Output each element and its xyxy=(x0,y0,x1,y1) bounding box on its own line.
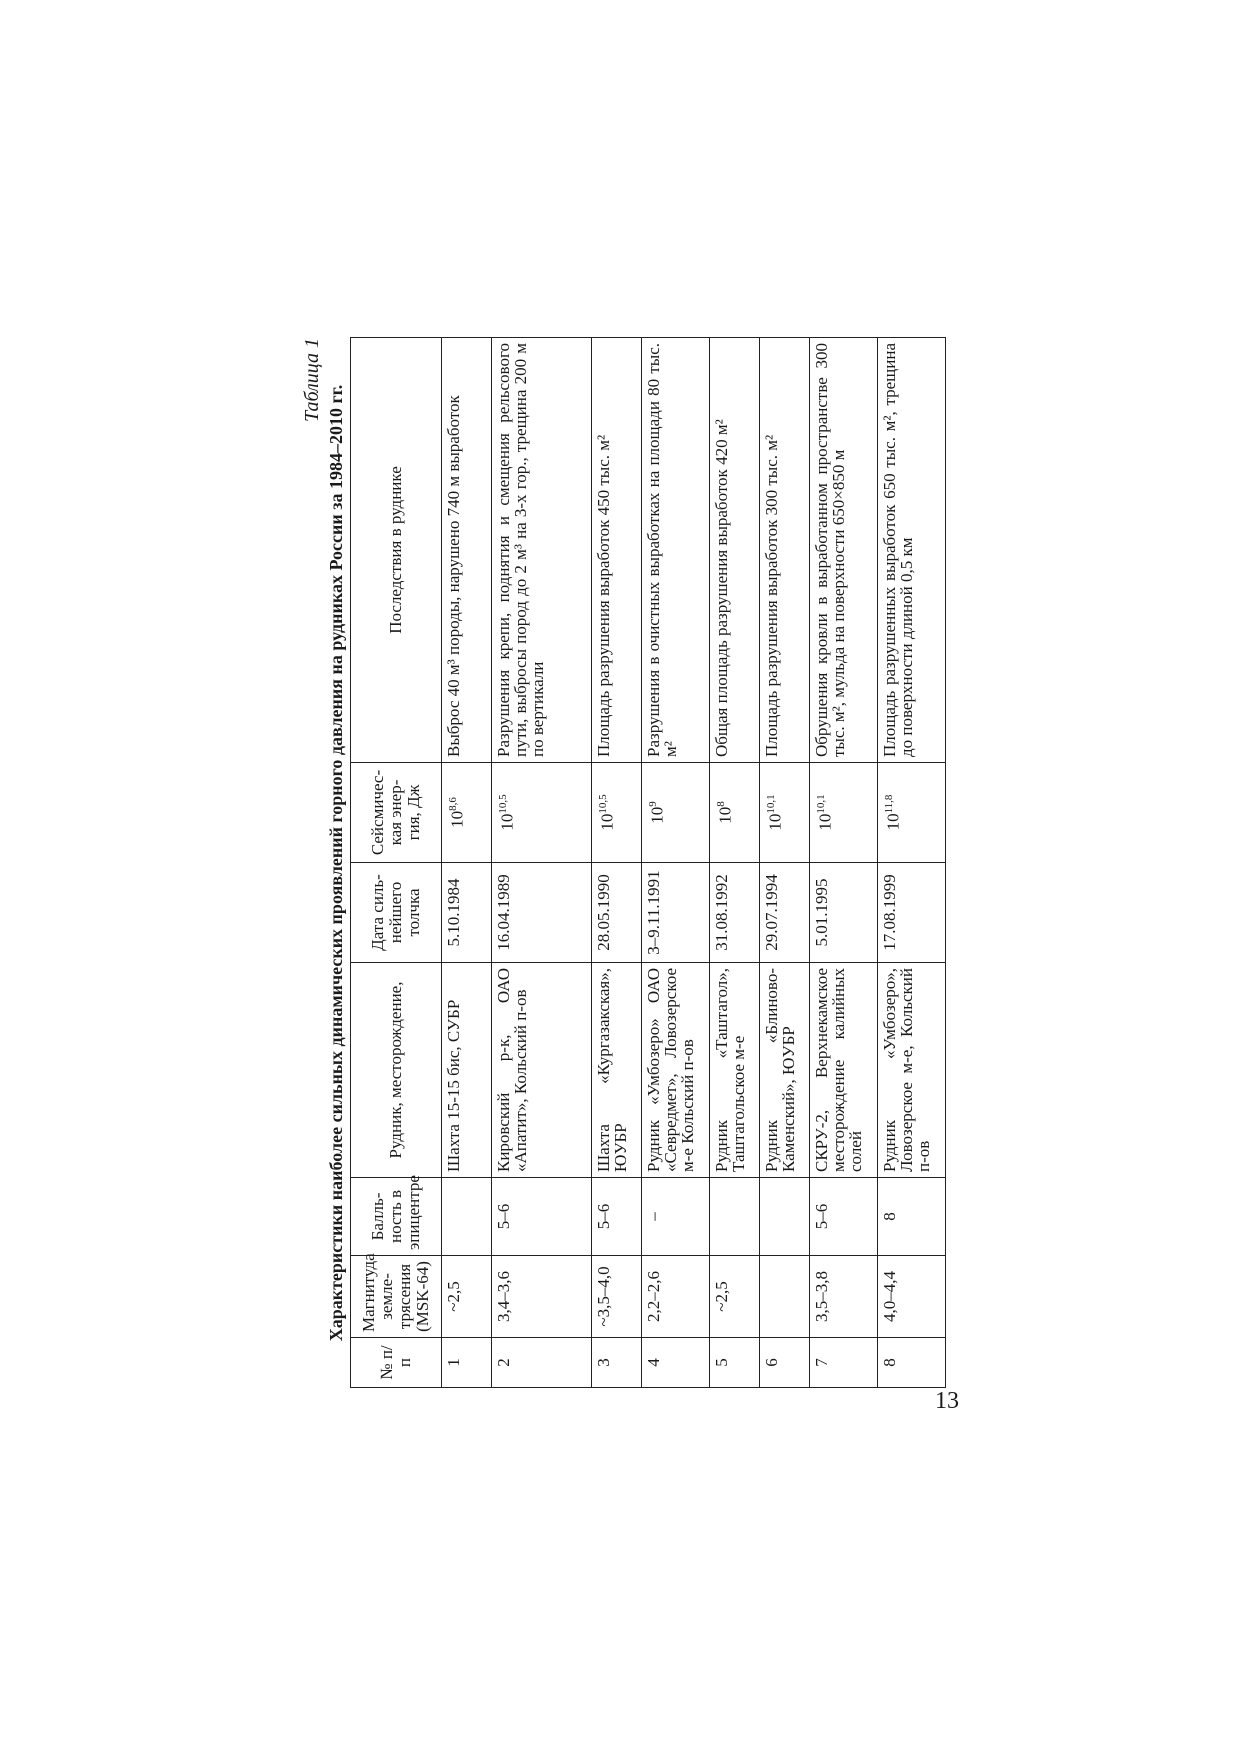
row-energy xyxy=(442,763,492,863)
header-mine: Рудник, месторождение, xyxy=(351,963,442,1178)
row-mine: Рудник «Блиново-Каменский», ЮУБР xyxy=(760,963,810,1178)
energy-exponent: 10,1 xyxy=(765,794,777,814)
row-date: 29.07.1994 xyxy=(760,863,810,963)
row-num: 8 xyxy=(878,1338,946,1388)
energy-base: 10 xyxy=(765,813,785,831)
row-mine: Шахта 15-15 бис, СУБР xyxy=(442,963,492,1178)
table-label: Таблица 1 xyxy=(301,338,323,422)
table-row xyxy=(492,338,592,1388)
row-consequences: Площадь разрушения выработок 300 тыс. м² xyxy=(760,338,810,763)
row-energy xyxy=(642,763,710,863)
energy-exponent: 9 xyxy=(647,801,659,807)
energy-exponent: 8 xyxy=(715,801,727,807)
row-magnitude: 3,5–3,8 xyxy=(810,1256,878,1338)
row-magnitude: ~2,5 xyxy=(710,1256,760,1338)
table-title: Характеристики наиболее сильных динамических проявлений горного давления на рудниках России за 1984–2010 гг. xyxy=(326,384,346,1342)
header-magnitude: Магнитуда земле-трясения (MSK-64) xyxy=(351,1256,442,1338)
row-consequences: Площадь разрушенных выработок 650 тыс. м², трещина до поверхности длиной 0,5 км xyxy=(878,338,946,763)
row-mine: Кировский р-к, ОАО «Апатит», Кольский п-ов xyxy=(492,963,592,1178)
header-intensity: Балль-ность в эпицентре xyxy=(351,1178,442,1256)
row-date: 28.05.1990 xyxy=(592,863,642,963)
table-row xyxy=(592,338,642,1388)
row-magnitude: ~3,5–4,0 xyxy=(592,1256,642,1338)
row-energy xyxy=(710,763,760,863)
row-intensity xyxy=(710,1178,760,1256)
table-row xyxy=(710,338,760,1388)
header-num: № п/п xyxy=(351,1338,442,1388)
row-intensity: 5–6 xyxy=(492,1178,592,1256)
row-energy xyxy=(810,763,878,863)
row-magnitude: 3,4–3,6 xyxy=(492,1256,592,1338)
row-magnitude xyxy=(760,1256,810,1338)
energy-exponent: 10,5 xyxy=(597,794,609,814)
table-row xyxy=(810,338,878,1388)
row-num: 1 xyxy=(442,1338,492,1388)
row-intensity: – xyxy=(642,1178,710,1256)
row-consequences: Площадь разрушения выработок 450 тыс. м² xyxy=(592,338,642,763)
energy-exponent: 11,8 xyxy=(883,794,895,814)
row-intensity: 8 xyxy=(878,1178,946,1256)
row-num: 3 xyxy=(592,1338,642,1388)
row-date: 16.04.1989 xyxy=(492,863,592,963)
row-mine: Рудник «Таштагол», Таштагольское м-е xyxy=(710,963,760,1178)
row-consequences: Общая площадь разрушения выработок 420 м² xyxy=(710,338,760,763)
row-consequences: Выброс 40 м³ породы, нарушено 740 м выработок xyxy=(442,338,492,763)
table-row xyxy=(878,338,946,1388)
energy-base: 10 xyxy=(597,813,617,831)
row-magnitude: ~2,5 xyxy=(442,1256,492,1338)
row-magnitude: 2,2–2,6 xyxy=(642,1256,710,1338)
row-intensity: 5–6 xyxy=(592,1178,642,1256)
header-energy: Сейсмичес-кая энер-гия, Дж xyxy=(351,763,442,863)
row-num: 2 xyxy=(492,1338,592,1388)
table-row xyxy=(760,338,810,1388)
energy-exponent: 10,5 xyxy=(497,794,509,814)
row-mine: Рудник «Умбозеро» ОАО «Севредмет», Ловозерское м-е Кольский п-ов xyxy=(642,963,710,1178)
row-energy xyxy=(592,763,642,863)
energy-base: 10 xyxy=(815,813,835,831)
data-table xyxy=(350,337,946,1388)
energy-base: 10 xyxy=(647,806,667,824)
header-date: Дата силь-нейшего толчка xyxy=(351,863,442,963)
energy-base: 10 xyxy=(883,813,903,831)
table-header-row xyxy=(351,338,442,1388)
energy-exponent: 8,6 xyxy=(447,797,459,811)
row-consequences: Разрушения крепи, поднятия и смещения рельсового пути, выбросы пород до 2 м³ на 3-х гор., трещина 200 м по вертикали xyxy=(492,338,592,763)
rotated-table-block xyxy=(300,338,933,1388)
row-date: 5.01.1995 xyxy=(810,863,878,963)
row-consequences: Разрушения в очистных выработках на площади 80 тыс. м² xyxy=(642,338,710,763)
row-energy xyxy=(492,763,592,863)
page-number: 13 xyxy=(935,1388,959,1414)
row-num: 7 xyxy=(810,1338,878,1388)
energy-base: 10 xyxy=(447,810,467,828)
row-consequences: Обрушения кровли в выработанном пространстве 300 тыс. м², мульда на поверхности 650×850 м xyxy=(810,338,878,763)
row-date: 3–9.11.1991 xyxy=(642,863,710,963)
row-date: 17.08.1999 xyxy=(878,863,946,963)
energy-exponent: 10,1 xyxy=(815,794,827,814)
row-date: 5.10.1984 xyxy=(442,863,492,963)
row-mine: Шахта «Кургазакская», ЮУБР xyxy=(592,963,642,1178)
row-num: 5 xyxy=(710,1338,760,1388)
table-row xyxy=(642,338,710,1388)
row-intensity xyxy=(760,1178,810,1256)
row-intensity: 5–6 xyxy=(810,1178,878,1256)
row-num: 4 xyxy=(642,1338,710,1388)
row-mine: Рудник «Умбозеро», Ловозерское м-е, Кольский п-ов xyxy=(878,963,946,1178)
row-magnitude: 4,0–4,4 xyxy=(878,1256,946,1338)
header-consequences: Последствия в руднике xyxy=(351,338,442,763)
table-row xyxy=(442,338,492,1388)
row-mine: СКРУ-2, Верхнекамское месторождение калийных солей xyxy=(810,963,878,1178)
row-date: 31.08.1992 xyxy=(710,863,760,963)
energy-base: 10 xyxy=(497,813,517,831)
table-body xyxy=(442,338,946,1388)
row-energy xyxy=(878,763,946,863)
row-num: 6 xyxy=(760,1338,810,1388)
row-intensity xyxy=(442,1178,492,1256)
energy-base: 10 xyxy=(715,806,735,824)
row-energy xyxy=(760,763,810,863)
